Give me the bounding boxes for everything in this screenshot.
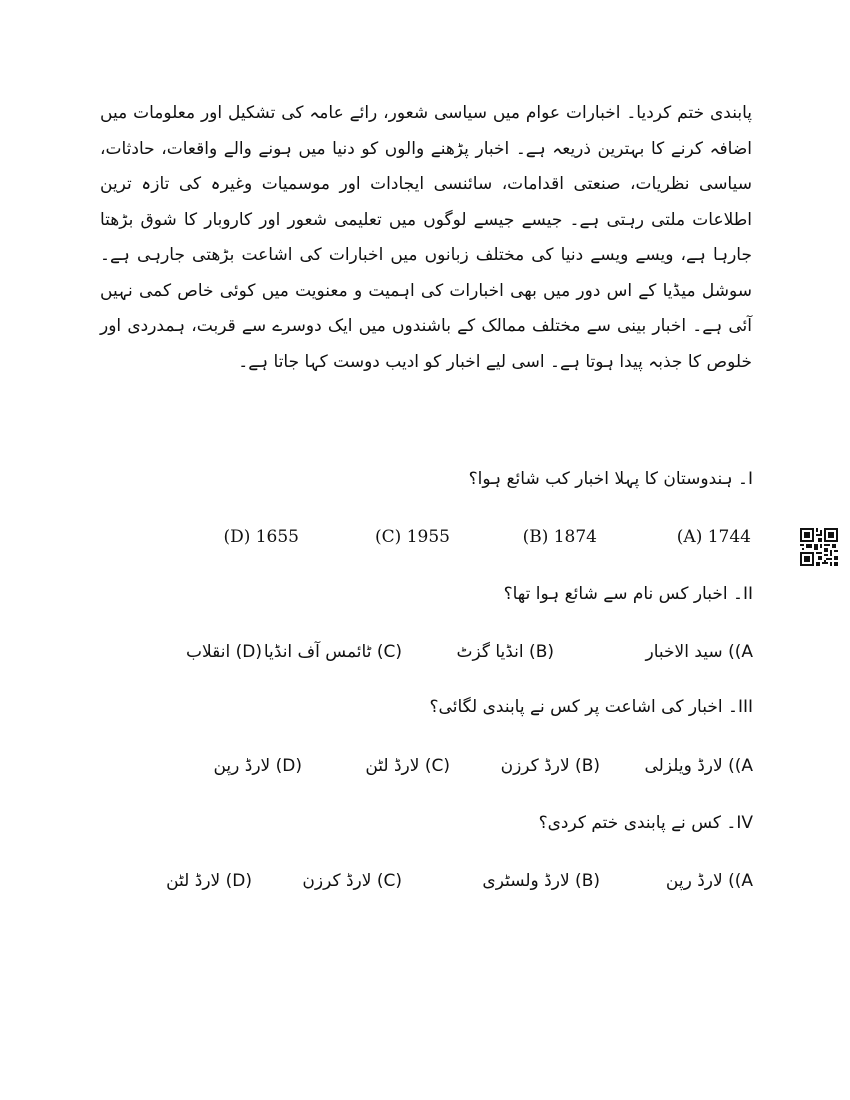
option-c: (C) لارڈ کرزن xyxy=(302,871,402,891)
option-a: A)) لارڈ ویلزلی xyxy=(644,756,753,776)
question-2-options xyxy=(0,642,850,672)
option-d: (D) لارڈ لٹن xyxy=(166,871,252,891)
option-a: A)) لارڈ رپن xyxy=(665,871,753,891)
option-b: (B) لارڈ ولسٹری xyxy=(482,871,600,891)
option-b: (B) لارڈ کرزن xyxy=(500,756,600,776)
question-2: II۔ اخبار کس نام سے شائع ہوا تھا؟ xyxy=(503,584,753,604)
option-b: (B) انڈیا گزٹ xyxy=(456,642,554,662)
question-3: III۔ اخبار کی اشاعت پر کس نے پابندی لگائی؟ xyxy=(429,697,753,717)
option-c: (C) ٹائمس آف انڈیا xyxy=(263,642,402,662)
reading-passage: پابندی ختم کردیا۔ اخبارات عوام میں سیاسی شعور، رائے عامہ کی تشکیل اور معلومات میں اضافہ کرنے کا بہترین ذریعہ ہے۔ اخبار پڑھنے والوں کو دنیا میں ہونے والے واقعات، حادثات، سیاسی نظریات، صنعتی اقدامات، سائنسی ایجادات اور موسمیات وغیرہ کی تازہ ترین اطلاعات ملتی رہتی ہے۔ جیسے جیسے لوگوں میں تعلیمی شعور اور کاروبار کا شوق بڑھتا جارہا ہے، ویسے ویسے دنیا کی مختلف زبانوں میں اخبارات کی اشاعت بڑھتی جارہی ہے۔ سوشل میڈیا کے اس دور میں بھی اخبارات کی اہمیت و معنویت میں کوئی خاص کمی نہیں آئی ہے۔ اخبار بینی سے مختلف ممالک کے باشندوں میں ایک دوسرے سے قربت، ہمدردی اور خلوص کا جذبہ پیدا ہوتا ہے۔ اسی لیے اخبار کو ادیب دوست کہا جاتا ہے۔ xyxy=(100,103,752,372)
option-d: (D) انقلاب xyxy=(186,642,262,662)
option-d: (D) لارڈ رپن xyxy=(213,756,302,776)
qr-code-icon xyxy=(800,528,838,566)
question-1: I۔ ہندوستان کا پہلا اخبار کب شائع ہوا؟ xyxy=(468,469,753,489)
option-a: A)) سید الاخبار xyxy=(645,642,753,662)
option-d: (D) 1655 xyxy=(223,527,299,547)
question-4: IV۔ کس نے پابندی ختم کردی؟ xyxy=(538,813,753,833)
option-a: (A) 1744 xyxy=(676,527,751,547)
question-3-options xyxy=(0,756,850,786)
question-4-options xyxy=(0,871,850,901)
option-c: (C) لارڈ لٹن xyxy=(365,756,450,776)
question-1-options xyxy=(0,527,850,557)
option-b: (B) 1874 xyxy=(522,527,597,547)
option-c: (C) 1955 xyxy=(375,527,450,547)
